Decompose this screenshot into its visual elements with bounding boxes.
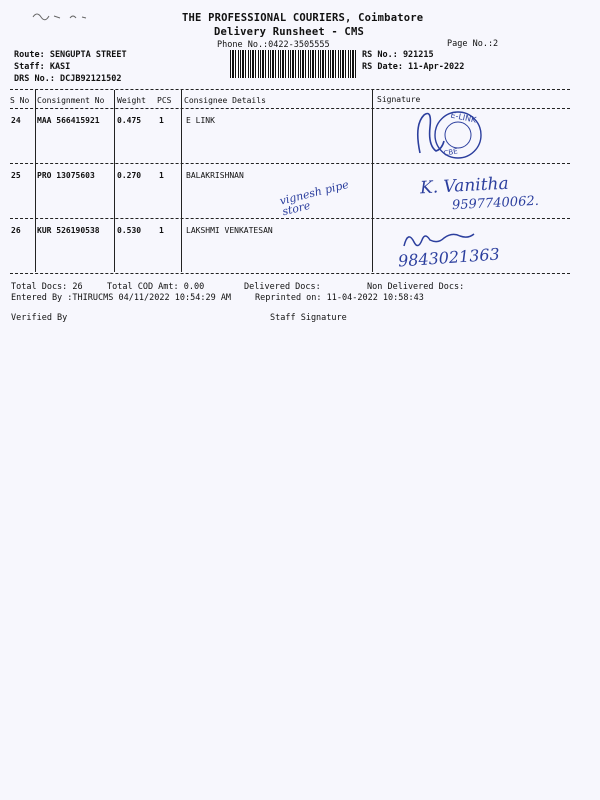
page-number: Page No.:2: [447, 39, 499, 49]
row-sno: 25: [11, 171, 21, 180]
staff-label: Staff: KASI: [14, 62, 71, 72]
row-consignee: BALAKRISHNAN: [186, 171, 244, 180]
row-consignee: E LINK: [186, 116, 215, 125]
col-divider: [114, 90, 115, 272]
handwritten-signature: K. Vanitha: [419, 173, 510, 199]
handwritten-note: vignesh pipe store: [278, 177, 351, 219]
col-divider: [372, 90, 373, 272]
header-consignment: Consignment No: [37, 96, 105, 105]
header-signature: Signature: [377, 95, 421, 104]
col-divider: [35, 90, 36, 272]
runsheet-subtitle: Delivery Runsheet - CMS: [214, 26, 364, 38]
row-rule-3: [10, 273, 570, 274]
total-cod: Total COD Amt: 0.00: [107, 282, 205, 292]
drs-number: DRS No.: DCJB92121502: [14, 74, 122, 84]
row-weight: 0.475: [117, 116, 142, 125]
handwritten-phone: 9843021363: [397, 244, 501, 271]
header-weight: Weight: [117, 96, 146, 105]
reprinted-on: Reprinted on: 11-04-2022 10:58:43: [255, 293, 424, 303]
total-docs: Total Docs: 26: [11, 282, 83, 292]
stamp-text-bottom: CBE: [443, 147, 459, 158]
verified-by: Verified By: [11, 313, 68, 323]
table-top-rule: [10, 89, 570, 90]
phone-number: Phone No.:0422-3505555: [217, 40, 330, 50]
staff-signature: Staff Signature: [270, 313, 347, 323]
row-sno: 24: [11, 116, 21, 125]
non-delivered-docs: Non Delivered Docs:: [367, 282, 465, 292]
header-sno: S No: [10, 96, 30, 105]
row-rule-2: [10, 218, 570, 219]
rs-number: RS No.: 921215: [362, 50, 434, 60]
header-consignee: Consignee Details: [184, 96, 266, 105]
col-divider: [181, 90, 182, 272]
entered-by: Entered By :THIRUCMS 04/11/2022 10:54:29 AM: [11, 293, 232, 303]
row-consignment: PRO 13075603: [37, 171, 95, 180]
row-pcs: 1: [159, 226, 164, 235]
company-stamp: [408, 105, 498, 165]
handwritten-phone: 9597740062.: [451, 193, 540, 214]
rs-date: RS Date: 11-Apr-2022: [362, 62, 465, 72]
row-weight: 0.270: [117, 171, 142, 180]
header-pcs: PCS: [157, 96, 172, 105]
row-consignment: KUR 526190538: [37, 226, 100, 235]
row-weight: 0.530: [117, 226, 142, 235]
row-consignment: MAA 566415921: [37, 116, 100, 125]
route-label: Route: SENGUPTA STREET: [14, 50, 127, 60]
row-consignee: LAKSHMI VENKATESAN: [186, 226, 273, 235]
row-pcs: 1: [159, 116, 164, 125]
barcode: [230, 50, 356, 78]
corner-scribble: [30, 8, 100, 22]
delivered-docs: Delivered Docs:: [244, 282, 321, 292]
row-pcs: 1: [159, 171, 164, 180]
stamp-text-top: E-LINK: [449, 110, 478, 125]
row-sno: 26: [11, 226, 21, 235]
company-title: THE PROFESSIONAL COURIERS, Coimbatore: [182, 12, 424, 24]
